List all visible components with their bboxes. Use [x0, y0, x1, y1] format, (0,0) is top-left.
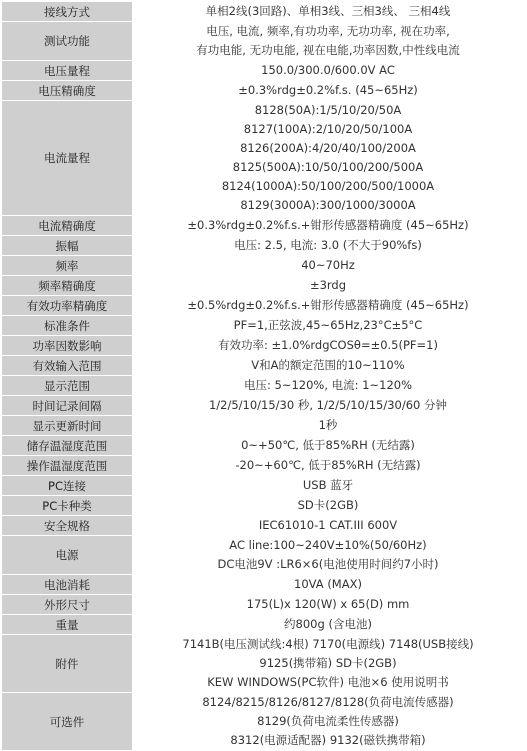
spec-value: [133, 436, 524, 456]
spec-label: 有效输入范围: [2, 356, 133, 376]
spec-label: 频率精确度: [2, 276, 133, 296]
spec-row: [2, 61, 524, 81]
spec-value-line: -20~+60℃, 低于85%RH (无结露): [235, 458, 421, 472]
spec-value: [133, 276, 524, 296]
spec-value-line: 10VA (MAX): [294, 577, 362, 591]
spec-value: [133, 22, 524, 61]
spec-label: 外形尺寸: [2, 595, 133, 615]
spec-row: [2, 693, 524, 751]
spec-label: 测试功能: [2, 22, 133, 61]
spec-value-line: V和A的额定范围的10~110%: [251, 358, 405, 372]
spec-label: 有效功率精确度: [2, 296, 133, 316]
spec-label: 可选件: [2, 693, 133, 751]
spec-row: [2, 316, 524, 336]
spec-value: [133, 536, 524, 575]
spec-value-line: 电压: 5~120%, 电流: 1~120%: [243, 378, 413, 392]
spec-value-line: 9125(携带箱) SD卡(2GB): [259, 656, 397, 670]
spec-value-line: 单相2线(3回路)、单相3线、三相3线、 三相4线: [205, 4, 451, 18]
spec-row: [2, 216, 524, 236]
spec-row: [2, 476, 524, 496]
spec-label: 电压量程: [2, 61, 133, 81]
spec-value-line: USB 蓝牙: [302, 478, 354, 492]
spec-value: [133, 476, 524, 496]
spec-label: 功率因数影响: [2, 336, 133, 356]
spec-value: [133, 336, 524, 356]
spec-value-line: AC line:100~240V±10%(50/60Hz): [229, 538, 427, 552]
spec-value-line: 8128(50A):1/5/10/20/50A: [254, 103, 402, 117]
spec-row: [2, 595, 524, 615]
spec-value-line: 电压: 2.5, 电流: 3.0 (不大于90%fs): [234, 238, 422, 252]
spec-label: 安全规格: [2, 516, 133, 536]
spec-value: [133, 2, 524, 22]
spec-table: [1, 1, 524, 751]
spec-label: 电流精确度: [2, 216, 133, 236]
spec-value-line: ±3rdg: [309, 278, 347, 292]
spec-value: [133, 376, 524, 396]
spec-row: [2, 536, 524, 575]
spec-label: 接线方式: [2, 2, 133, 22]
spec-value-line: 150.0/300.0/600.0V AC: [261, 63, 395, 77]
spec-value: [133, 416, 524, 436]
spec-row: [2, 236, 524, 256]
spec-value: [133, 615, 524, 635]
spec-label: 重量: [2, 615, 133, 635]
spec-value: [133, 101, 524, 216]
spec-value-line: 1/2/5/10/15/30 秒, 1/2/5/10/15/30/60 分钟: [208, 398, 448, 412]
spec-label: PC卡种类: [2, 496, 133, 516]
spec-label: 操作温湿度范围: [2, 456, 133, 476]
spec-value-line: PF=1,正弦波,45~65Hz,23°C±5°C: [233, 318, 423, 332]
spec-value-line: IEC61010-1 CAT.III 600V: [258, 518, 398, 532]
spec-row: [2, 516, 524, 536]
spec-value-line: ±0.3%rdg±0.2%f.s. (45~65Hz): [238, 83, 418, 97]
spec-row: [2, 456, 524, 476]
spec-value-line: 8129(3000A):300/1000/3000A: [240, 198, 416, 212]
spec-row: [2, 615, 524, 635]
spec-value: [133, 81, 524, 101]
spec-value-line: 8126(200A):4/20/40/100/200A: [240, 141, 416, 155]
spec-value-line: 0~+50℃, 低于85%RH (无结露): [241, 438, 415, 452]
spec-label: 振幅: [2, 236, 133, 256]
spec-row: [2, 276, 524, 296]
spec-value: [133, 356, 524, 376]
spec-row: [2, 296, 524, 316]
spec-value: [133, 693, 524, 751]
spec-value: [133, 516, 524, 536]
spec-value-line: 约800g (含电池): [284, 617, 372, 631]
spec-label: 电池消耗: [2, 575, 133, 595]
spec-row: [2, 22, 524, 61]
spec-value: [133, 256, 524, 276]
spec-row: [2, 436, 524, 456]
spec-value: [133, 316, 524, 336]
spec-label: 频率: [2, 256, 133, 276]
spec-row: [2, 575, 524, 595]
spec-value: [133, 595, 524, 615]
spec-value-line: ±0.5%rdg±0.2%f.s.+钳形传感器精确度 (45~65Hz): [187, 298, 469, 312]
spec-row: [2, 81, 524, 101]
spec-value-line: 有功电能, 无功电能, 视在电能,功率因数,中性线电流: [196, 43, 460, 57]
spec-value-line: KEW WINDOWS(PC软件) 电池×6 使用说明书: [207, 675, 449, 689]
spec-value: [133, 296, 524, 316]
spec-value: [133, 575, 524, 595]
spec-value-line: 8129(负荷电流柔性传感器): [257, 714, 399, 728]
spec-value-line: 1秒: [318, 418, 338, 432]
spec-label: 附件: [2, 635, 133, 693]
spec-label: 电压精确度: [2, 81, 133, 101]
spec-value: [133, 456, 524, 476]
spec-label: PC连接: [2, 476, 133, 496]
spec-label: 显示更新时间: [2, 416, 133, 436]
spec-value: [133, 216, 524, 236]
spec-row: [2, 635, 524, 693]
spec-value-line: 8127(100A):2/10/20/50/100A: [243, 122, 413, 136]
spec-row: [2, 336, 524, 356]
spec-value-line: 40~70Hz: [301, 258, 355, 272]
spec-value-line: 8124(1000A):50/100/200/500/1000A: [221, 179, 435, 193]
spec-value-line: 175(L)x 120(W) x 65(D) mm: [246, 597, 410, 611]
spec-label: 显示范围: [2, 376, 133, 396]
spec-value-line: ±0.3%rdg±0.2%f.s.+钳形传感器精确度 (45~65Hz): [187, 218, 469, 232]
spec-row: [2, 416, 524, 436]
spec-value: [133, 61, 524, 81]
spec-value-line: 7141B(电压测试线:4根) 7170(电源线) 7148(USB接线): [182, 637, 474, 651]
spec-row: [2, 496, 524, 516]
spec-value: [133, 236, 524, 256]
spec-label: 电流量程: [2, 101, 133, 216]
spec-value: [133, 496, 524, 516]
spec-value-line: SD卡(2GB): [297, 498, 359, 512]
spec-row: [2, 356, 524, 376]
spec-value-line: 有效功率: ±1.0%rdgCOSθ=±0.5(PF=1): [218, 338, 438, 352]
spec-value: [133, 635, 524, 693]
spec-value-line: DC电池9V :LR6×6(电池使用时间约7小时): [217, 557, 439, 571]
spec-label: 电源: [2, 536, 133, 575]
spec-row: [2, 396, 524, 416]
spec-label: 标准条件: [2, 316, 133, 336]
spec-label: 储存温湿度范围: [2, 436, 133, 456]
spec-value-line: 8312(电源适配器) 9132(磁铁携带箱): [230, 733, 426, 747]
spec-value-line: 8125(500A):10/50/100/200/500A: [232, 160, 424, 174]
spec-row: [2, 2, 524, 22]
spec-row: [2, 376, 524, 396]
spec-label: 时间记录间隔: [2, 396, 133, 416]
spec-value-line: 电压, 电流, 频率,有功功率, 无功功率, 视在功率,: [206, 24, 450, 38]
spec-value: [133, 396, 524, 416]
spec-row: [2, 256, 524, 276]
spec-row: [2, 101, 524, 216]
spec-value-line: 8124/8215/8126/8127/8128(负荷电流传感器): [202, 695, 454, 709]
